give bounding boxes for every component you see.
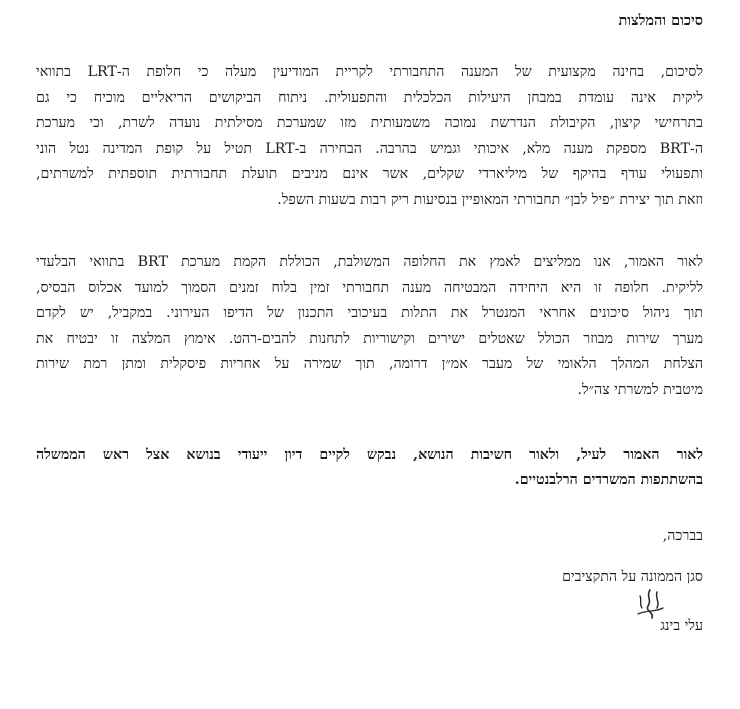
paragraph-line: ליקית אינה עומדת במבחן היעילות הכלכלית והתפעולית. ניתוח הביקושים הריאליים מוכיח כי גם	[36, 89, 703, 106]
paragraph-line: לאור האמור לעיל, ולאור חשיבות הנושא, נבקש לקיים דיון ייעודי בנושא אצל ראש הממשלה	[36, 447, 703, 463]
paragraph-line: לסיכום, בחינה מקצועית של המענה התחבורתי לקריית המודיעין מעלה כי חלופת ה-LRT בתוואי	[36, 64, 703, 80]
signature-title: סגן הממונה על התקציבים	[562, 569, 703, 585]
paragraph-line: בהשתתפות המשרדים הרלבנטיים.	[514, 472, 703, 488]
paragraph-line: ה-BRT מספקת מענה מלא, איכותי וגמיש בהרבה. הבחירה ב-LRT תטיל על קופת המדינה נטל הוני	[36, 140, 703, 157]
paragraph-line: וזאת תוך יצירת ״פיל לבן״ תחבורתי המאופיין בנסיעות ריק רבות בשעות השפל.	[277, 191, 703, 208]
signature-name: עלי בינג	[660, 618, 703, 634]
paragraph-request	[36, 443, 703, 493]
paragraph-line: לאור האמור, אנו ממליצים לאמץ את החלופה המשולבת, הכוללת הקמת מערכת BRT בתוואי הבלעדי	[36, 254, 703, 270]
paragraph-line: הצלחת המהלך הלאומי של מעבר אמ״ן דרומה, תוך שמירה על אחריות פיסקלית ומתן רמת שירות	[36, 356, 703, 372]
paragraph-line: מיטבית למשרתי צה״ל.	[577, 381, 703, 398]
paragraph-recommendation	[36, 250, 703, 403]
paragraph-line: תוך ניהול סיכונים אחראי המנטרל את התלות בעיכובי התכנון של הדיפו העירוני. במקביל, יש לקדם	[36, 305, 703, 321]
paragraph-summary	[36, 60, 703, 213]
paragraph-line: מערך שירות מבוזר הכולל שאטלים ישירים וקישוריות לתחנות להבים-רהט. אימוץ המלצה זו יבטיח את	[36, 330, 703, 347]
paragraph-line: בתרחישי קיצון, הקיבולת הנדרשת נמוכה משמעותית מזו שמערכת מסילתית נועדה לשרת, וכי מערכת	[36, 115, 703, 131]
document-heading: סיכום והמלצות	[618, 12, 703, 29]
paragraph-line: לליקית. חלופה זו היא היחידה המבטיחה מענה תחבורתי זמין בלוח זמנים הסמוך למועד אכלוס הבסיס,	[36, 279, 703, 296]
closing-greeting: בברכה,	[662, 528, 703, 544]
paragraph-line: ותפעולי עודף בהיקף של מיליארדי שקלים, אשר אינם מניבים תועלת תחבורתית תוספתית למשרתים,	[36, 166, 703, 182]
